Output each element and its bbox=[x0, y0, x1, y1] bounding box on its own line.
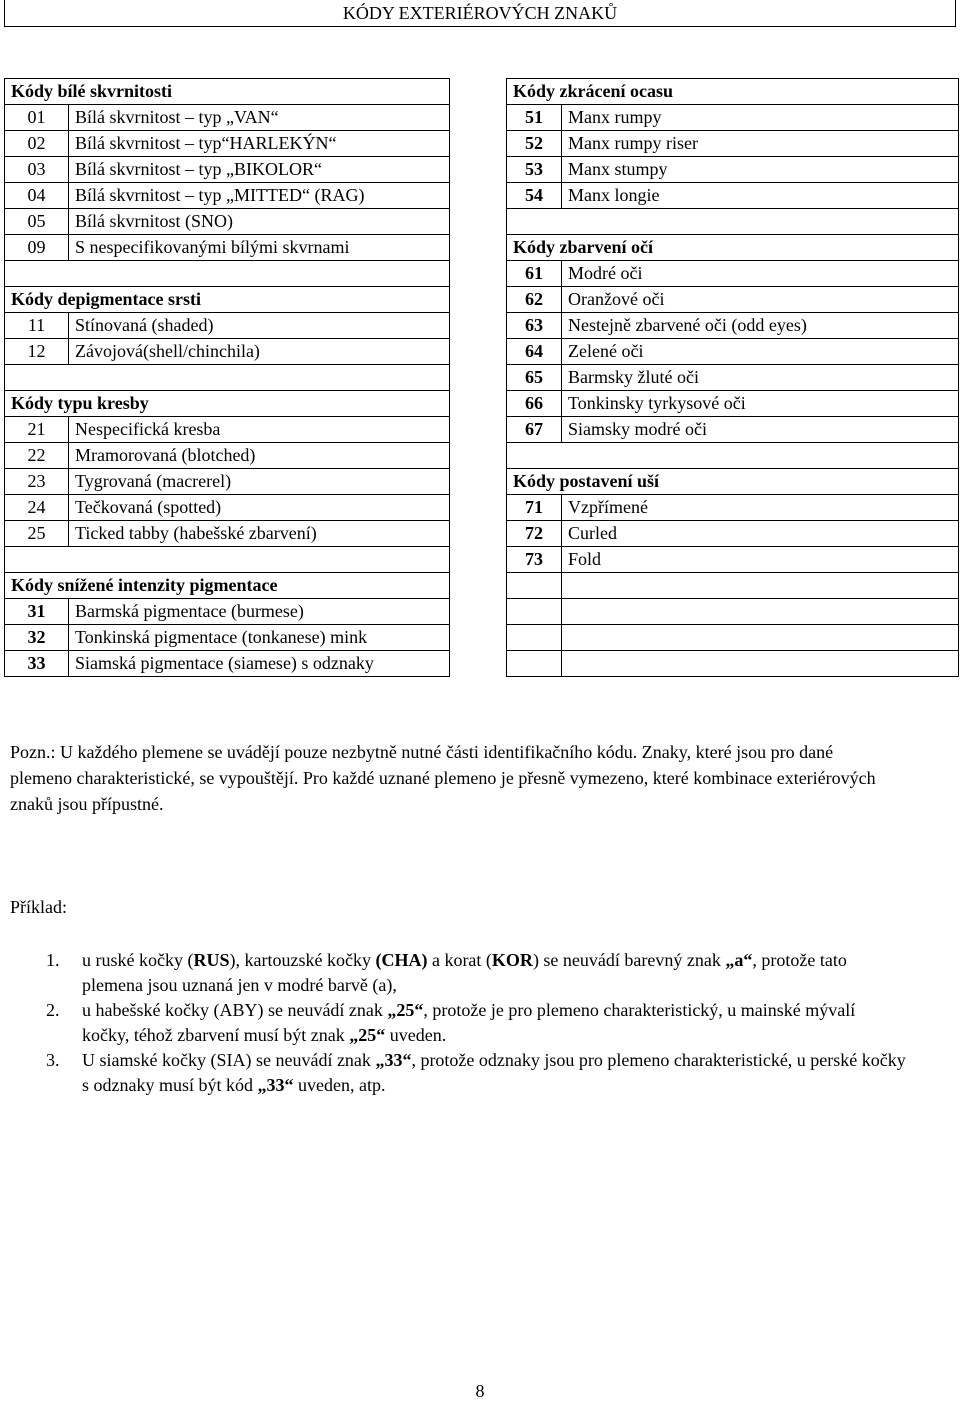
code-row bbox=[507, 573, 959, 599]
code-row bbox=[507, 521, 959, 547]
example-list bbox=[46, 948, 906, 1098]
code-number: 23 bbox=[5, 469, 69, 495]
code-number: 54 bbox=[507, 183, 562, 209]
code-label: Nespecifická kresba bbox=[69, 417, 450, 443]
code-label: Nestejně zbarvené oči (odd eyes) bbox=[562, 313, 959, 339]
section-header-row bbox=[5, 573, 450, 599]
page-title: KÓDY EXTERIÉROVÝCH ZNAKŮ bbox=[4, 0, 956, 27]
code-number: 05 bbox=[5, 209, 69, 235]
code-label bbox=[562, 573, 959, 599]
code-number: 09 bbox=[5, 235, 69, 261]
example-text: u habešské kočky (ABY) se neuvádí znak bbox=[82, 1000, 388, 1020]
code-label: Siamská pigmentace (siamese) s odznaky bbox=[69, 651, 450, 677]
example-item bbox=[46, 948, 906, 998]
example-text: a korat ( bbox=[427, 950, 492, 970]
code-row bbox=[507, 417, 959, 443]
example-text: „33“ bbox=[375, 1050, 412, 1070]
code-number: 63 bbox=[507, 313, 562, 339]
code-label: Stínovaná (shaded) bbox=[69, 313, 450, 339]
left-code-table bbox=[4, 78, 450, 677]
code-number bbox=[507, 651, 562, 677]
code-number: 67 bbox=[507, 417, 562, 443]
code-number: 51 bbox=[507, 105, 562, 131]
code-label: Tonkinská pigmentace (tonkanese) mink bbox=[69, 625, 450, 651]
code-row bbox=[507, 547, 959, 573]
code-row bbox=[5, 469, 450, 495]
example-item bbox=[46, 998, 906, 1048]
section-header: Kódy postavení uší bbox=[507, 469, 959, 495]
code-number: 31 bbox=[5, 599, 69, 625]
code-row bbox=[5, 599, 450, 625]
code-row bbox=[5, 443, 450, 469]
code-number: 25 bbox=[5, 521, 69, 547]
code-number: 66 bbox=[507, 391, 562, 417]
code-row bbox=[5, 417, 450, 443]
code-row bbox=[5, 313, 450, 339]
code-label bbox=[562, 651, 959, 677]
example-text: , protože je pro plemeno charakteristický, u mainské mývalí kočky, téhož zbarvení musí být znak bbox=[82, 1000, 856, 1045]
code-number: 61 bbox=[507, 261, 562, 287]
example-text: U siamské kočky (SIA) se neuvádí znak bbox=[82, 1050, 376, 1070]
spacer-row bbox=[507, 443, 959, 469]
code-row bbox=[5, 157, 450, 183]
code-row bbox=[507, 599, 959, 625]
code-number: 65 bbox=[507, 365, 562, 391]
code-label: Zelené oči bbox=[562, 339, 959, 365]
code-number: 32 bbox=[5, 625, 69, 651]
code-label: Vzpřímené bbox=[562, 495, 959, 521]
code-row bbox=[507, 183, 959, 209]
code-label: Barmsky žluté oči bbox=[562, 365, 959, 391]
code-row bbox=[507, 105, 959, 131]
code-label: Bílá skvrnitost – typ“HARLEKÝN“ bbox=[69, 131, 450, 157]
code-number: 53 bbox=[507, 157, 562, 183]
example-text: uveden, atp. bbox=[293, 1075, 386, 1095]
code-number: 33 bbox=[5, 651, 69, 677]
code-number: 12 bbox=[5, 339, 69, 365]
code-row bbox=[5, 131, 450, 157]
example-text: „a“ bbox=[725, 950, 753, 970]
code-label: Oranžové oči bbox=[562, 287, 959, 313]
code-number: 62 bbox=[507, 287, 562, 313]
example-text: , protože odznaky jsou pro plemeno charakteristické, u perské kočky s odznaky musí být kód bbox=[82, 1050, 906, 1095]
code-label: S nespecifikovanými bílými skvrnami bbox=[69, 235, 450, 261]
code-row bbox=[5, 183, 450, 209]
section-header-row bbox=[5, 79, 450, 105]
right-code-table bbox=[506, 78, 959, 677]
code-row bbox=[5, 209, 450, 235]
code-row bbox=[5, 339, 450, 365]
code-number: 02 bbox=[5, 131, 69, 157]
code-label: Siamsky modré oči bbox=[562, 417, 959, 443]
code-row bbox=[507, 651, 959, 677]
code-label: Bílá skvrnitost (SNO) bbox=[69, 209, 450, 235]
code-label: Bílá skvrnitost – typ „MITTED“ (RAG) bbox=[69, 183, 450, 209]
code-label: Tygrovaná (macrerel) bbox=[69, 469, 450, 495]
spacer-row bbox=[5, 261, 450, 287]
example-text: „25“ bbox=[387, 1000, 424, 1020]
code-number: 52 bbox=[507, 131, 562, 157]
code-row bbox=[507, 131, 959, 157]
section-header: Kódy bílé skvrnitosti bbox=[5, 79, 450, 105]
section-header-row bbox=[507, 469, 959, 495]
code-number: 22 bbox=[5, 443, 69, 469]
code-row bbox=[5, 625, 450, 651]
code-row bbox=[5, 235, 450, 261]
code-row bbox=[507, 313, 959, 339]
example-text: , protože tato plemena jsou uznaná jen v modré barvě (a), bbox=[82, 950, 847, 995]
code-label: Barmská pigmentace (burmese) bbox=[69, 599, 450, 625]
example-text: ), kartouzské kočky bbox=[229, 950, 376, 970]
code-label: Manx rumpy bbox=[562, 105, 959, 131]
code-row bbox=[507, 157, 959, 183]
code-label: Manx longie bbox=[562, 183, 959, 209]
code-number: 21 bbox=[5, 417, 69, 443]
code-row bbox=[507, 261, 959, 287]
code-label: Manx rumpy riser bbox=[562, 131, 959, 157]
spacer-cell bbox=[507, 443, 959, 469]
code-label bbox=[562, 625, 959, 651]
code-number bbox=[507, 573, 562, 599]
code-row bbox=[507, 391, 959, 417]
example-text: uveden. bbox=[385, 1025, 447, 1045]
spacer-cell bbox=[5, 261, 450, 287]
spacer-cell bbox=[5, 365, 450, 391]
example-text: KOR bbox=[491, 950, 533, 970]
code-label: Tonkinsky tyrkysové oči bbox=[562, 391, 959, 417]
example-number: 3. bbox=[46, 1050, 60, 1070]
example-number: 1. bbox=[46, 950, 60, 970]
code-number: 03 bbox=[5, 157, 69, 183]
code-label: Manx stumpy bbox=[562, 157, 959, 183]
code-number: 01 bbox=[5, 105, 69, 131]
code-number: 72 bbox=[507, 521, 562, 547]
code-row bbox=[507, 339, 959, 365]
example-label: Příklad: bbox=[10, 897, 67, 917]
code-number: 71 bbox=[507, 495, 562, 521]
code-number bbox=[507, 625, 562, 651]
code-number: 64 bbox=[507, 339, 562, 365]
code-number: 73 bbox=[507, 547, 562, 573]
code-row bbox=[5, 521, 450, 547]
code-label: Ticked tabby (habešské zbarvení) bbox=[69, 521, 450, 547]
code-row bbox=[507, 625, 959, 651]
code-number bbox=[507, 599, 562, 625]
code-row bbox=[5, 651, 450, 677]
example-item bbox=[46, 1048, 906, 1098]
code-number: 04 bbox=[5, 183, 69, 209]
section-header-row bbox=[5, 391, 450, 417]
code-number: 11 bbox=[5, 313, 69, 339]
section-header-row bbox=[507, 235, 959, 261]
note-paragraph: Pozn.: U každého plemene se uvádějí pouze nezbytně nutné části identifikačního kódu. Znaky, které jsou pro dané plemeno charakteristické, se vypouštějí. Pro každé uznané plemeno je přesně vymezeno, které kombinace exteriérových znaků jsou přípustné. bbox=[10, 742, 876, 814]
section-header-row bbox=[5, 287, 450, 313]
spacer-cell bbox=[5, 547, 450, 573]
page-number: 8 bbox=[475, 1381, 485, 1401]
code-row bbox=[507, 495, 959, 521]
code-row bbox=[507, 287, 959, 313]
code-label: Mramorovaná (blotched) bbox=[69, 443, 450, 469]
section-header: Kódy zkrácení ocasu bbox=[507, 79, 959, 105]
example-number: 2. bbox=[46, 1000, 60, 1020]
code-label: Modré oči bbox=[562, 261, 959, 287]
code-row bbox=[5, 495, 450, 521]
spacer-row bbox=[5, 547, 450, 573]
spacer-row bbox=[5, 365, 450, 391]
code-label: Závojová(shell/chinchila) bbox=[69, 339, 450, 365]
section-header: Kódy snížené intenzity pigmentace bbox=[5, 573, 450, 599]
example-text: „33“ bbox=[257, 1075, 294, 1095]
code-label: Fold bbox=[562, 547, 959, 573]
code-number: 24 bbox=[5, 495, 69, 521]
code-label: Curled bbox=[562, 521, 959, 547]
spacer-row bbox=[507, 209, 959, 235]
section-header: Kódy zbarvení očí bbox=[507, 235, 959, 261]
example-text: RUS bbox=[193, 950, 230, 970]
spacer-cell bbox=[507, 209, 959, 235]
code-label bbox=[562, 599, 959, 625]
section-header: Kódy typu kresby bbox=[5, 391, 450, 417]
section-header-row bbox=[507, 79, 959, 105]
section-header: Kódy depigmentace srsti bbox=[5, 287, 450, 313]
code-row bbox=[5, 105, 450, 131]
code-row bbox=[507, 365, 959, 391]
code-label: Bílá skvrnitost – typ „VAN“ bbox=[69, 105, 450, 131]
example-text: u ruské kočky ( bbox=[82, 950, 194, 970]
example-text: (CHA) bbox=[375, 950, 428, 970]
code-label: Bílá skvrnitost – typ „BIKOLOR“ bbox=[69, 157, 450, 183]
example-text: „25“ bbox=[349, 1025, 386, 1045]
example-text: ) se neuvádí barevný znak bbox=[532, 950, 726, 970]
code-label: Tečkovaná (spotted) bbox=[69, 495, 450, 521]
